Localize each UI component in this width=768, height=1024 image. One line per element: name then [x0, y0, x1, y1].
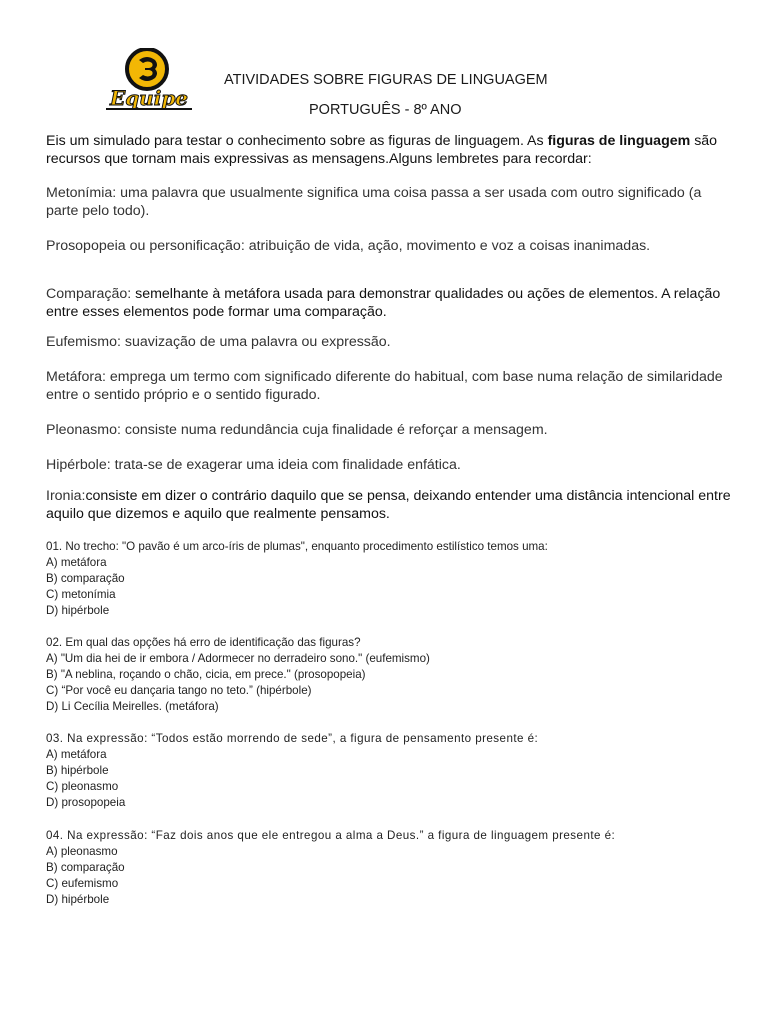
definition-term: Hipérbole:: [46, 457, 111, 473]
question-option: D) Li Cecília Meirelles. (metáfora): [46, 700, 219, 713]
question-option: A) pleonasmo: [46, 845, 118, 858]
intro-bold-term: figuras de linguagem: [547, 133, 691, 149]
question-option: D) hipérbole: [46, 604, 110, 617]
document-title: ATIVIDADES SOBRE FIGURAS DE LINGUAGEM: [224, 72, 548, 88]
definition-hiperbole: [46, 456, 736, 474]
definition-term: Comparação:: [46, 286, 132, 302]
question-option: B) hipérbole: [46, 764, 109, 777]
definition-term: Eufemismo:: [46, 334, 121, 350]
document-subtitle: PORTUGUÊS - 8º ANO: [309, 102, 462, 118]
definition-ironia: [46, 487, 736, 523]
intro-text-end: são recursos que tornam mais expressivas as mensagens.Alguns lembretes para recordar:: [46, 133, 718, 167]
question-option: A) metáfora: [46, 556, 107, 569]
question-option: D) hipérbole: [46, 893, 110, 906]
definition-text: suavização de uma palavra ou expressão.: [120, 334, 391, 350]
definition-text: consiste em dizer o contrário daquilo que se pensa, deixando entender uma distância intencional entre aquilo que dizemos e aquilo que realmente pensamos.: [46, 488, 731, 522]
definition-eufemismo: [46, 333, 736, 351]
definition-text: consiste numa redundância cuja finalidade é reforçar a mensagem.: [120, 422, 548, 438]
question-option: B) "A neblina, roçando o chão, cicia, em prece." (prosopopeia): [46, 668, 366, 681]
intro-paragraph: [46, 132, 736, 168]
question-option: D) prosopopeia: [46, 796, 126, 809]
equipe-logo-mark: [100, 48, 198, 114]
definition-metafora: [46, 368, 736, 404]
definition-term: Metáfora:: [46, 369, 106, 385]
question-text: 03. Na expressão: “Todos estão morrendo de sede”, a figura de pensamento presente é:: [46, 732, 539, 745]
question-02: [46, 635, 736, 715]
definition-term: Prosopopeia ou personificação:: [46, 238, 245, 254]
question-option: C) metonímia: [46, 588, 116, 601]
definition-term: Pleonasmo:: [46, 422, 121, 438]
question-option: C) pleonasmo: [46, 780, 119, 793]
question-option: A) "Um dia hei de ir embora / Adormecer no derradeiro sono." (eufemismo): [46, 652, 430, 665]
question-option: C) “Por você eu dançaria tango no teto.” (hipérbole): [46, 684, 312, 697]
definition-text: emprega um termo com significado diferente do habitual, com base numa relação de similaridade entre o sentido próprio e o sentido figurado.: [46, 369, 723, 403]
definition-text: uma palavra que usualmente significa uma coisa passa a ser usada com outro significado (a parte pelo todo).: [46, 185, 702, 219]
question-text: 02. Em qual das opções há erro de identificação das figuras?: [46, 636, 361, 649]
question-option: B) comparação: [46, 572, 125, 585]
question-option: C) eufemismo: [46, 877, 119, 890]
definition-text: trata-se de exagerar uma ideia com finalidade enfática.: [110, 457, 461, 473]
definition-pleonasmo: [46, 421, 736, 439]
question-option: A) metáfora: [46, 748, 107, 761]
intro-text-start: Eis um simulado para testar o conhecimento sobre as figuras de linguagem. As: [46, 133, 548, 149]
question-option: B) comparação: [46, 861, 125, 874]
definition-metonimia: [46, 184, 736, 220]
definition-term: Metonímia:: [46, 185, 117, 201]
definition-comparacao: [46, 285, 736, 321]
question-03: [46, 731, 736, 811]
question-text: 01. No trecho: "O pavão é um arco-íris de plumas", enquanto procedimento estilístico temos uma:: [46, 540, 548, 553]
definition-term: Ironia:: [46, 488, 86, 504]
question-04: [46, 828, 736, 908]
equipe-logo: [100, 48, 198, 114]
question-01: [46, 539, 736, 619]
question-text: 04. Na expressão: “Faz dois anos que ele entregou a alma a Deus.” a figura de linguagem presente é:: [46, 829, 616, 842]
definition-text: atribuição de vida, ação, movimento e voz a coisas inanimadas.: [244, 238, 651, 254]
logo-wordmark: Equipe: [109, 86, 189, 110]
definition-prosopopeia: [46, 237, 736, 255]
definition-text: semelhante à metáfora usada para demonstrar qualidades ou ações de elementos. A relação entre esses elementos pode formar uma comparação.: [46, 286, 721, 320]
